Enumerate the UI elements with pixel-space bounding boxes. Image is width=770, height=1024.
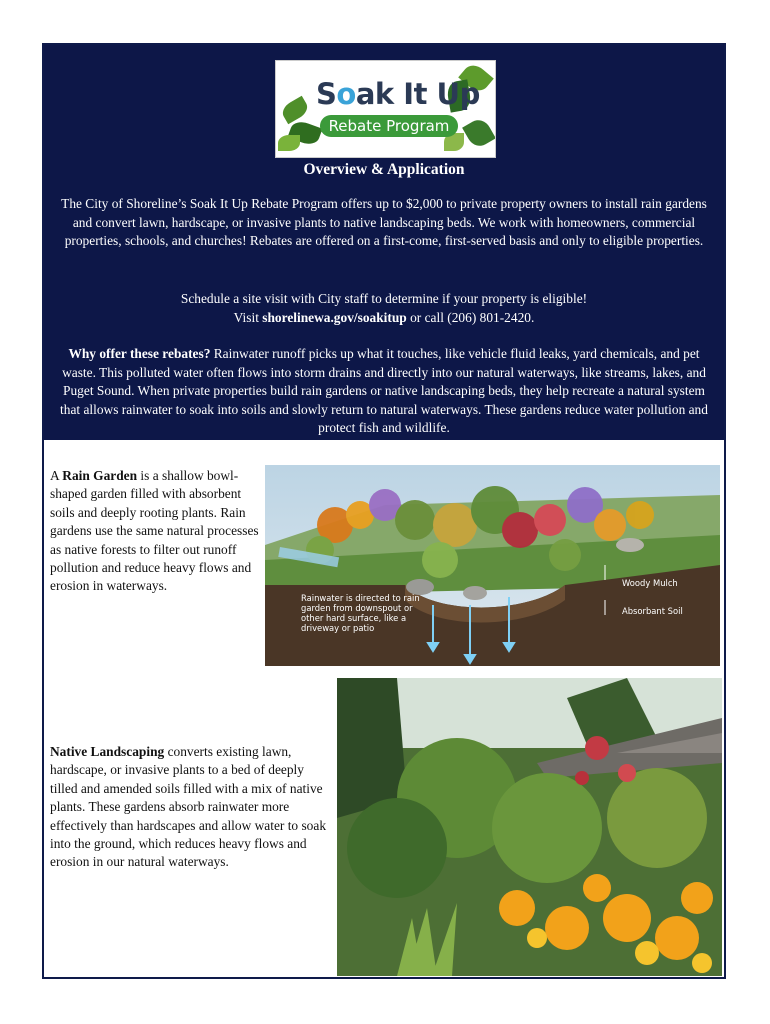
leaf-icon	[278, 135, 300, 151]
absorbant-soil-label: Absorbant Soil	[622, 606, 683, 616]
schedule-text: Schedule a site visit with City staff to determine if your property is eligible!	[180, 291, 588, 306]
page-heading: Overview & Application	[303, 161, 465, 178]
native-landscaping-photo	[337, 678, 722, 976]
leaf-icon	[279, 96, 311, 125]
logo-subtitle: Rebate Program	[320, 115, 458, 137]
directed-label: Rainwater is directed to rain garden from downspout or other hard surface, like a driveway or patio	[301, 593, 420, 633]
why-paragraph: Why offer these rebates? Rainwater runoff picks up what it touches, like vehicle fluid leaks, yard chemicals, and pet waste. This polluted water often flows into storm drains and directly into our natural waterways, like streams, lakes, and Puget Sound. When private properties build rain gardens or native landscaping beds, they help recreate a natural system that allows rainwater to soak into soils and slowly return to natural waterways. These gardens reduce water pollution and protect fish and wildlife.	[60, 346, 708, 435]
leaf-icon	[462, 116, 496, 151]
website-link[interactable]: shorelinewa.gov/soakitup	[262, 309, 407, 325]
native-landscaping-description: Native Landscaping converts existing lawn, hardscape, or invasive plants to a bed of deeply tilled and amended soils filled with a mix of native plants. These gardens absorb rainwater more effectively than hardscapes and allow water to soak into the ground, which reduces heavy flows and erosion in our natural waterways.	[50, 744, 327, 870]
soak-it-up-logo	[275, 60, 496, 158]
intro-paragraph: The City of Shoreline’s Soak It Up Rebate Program offers up to $2,000 to private property owners to install rain gardens and convert lawn, hardscape, or invasive plants to native landscaping beds. We work with homeowners, commercial properties, schools, and churches! Rebates are offered on a first-come, first-served basis and only to eligible properties.	[61, 196, 707, 248]
rain-garden-diagram	[265, 465, 720, 666]
logo-title: Soak It Up	[316, 77, 480, 111]
schedule-paragraph	[54, 290, 714, 327]
rain-garden-description: A Rain Garden is a shallow bowl-shaped garden filled with absorbent soils and deeply rooting plants. Rain gardens use the same natural processes as native forests to filter out runoff pollution and reduce heavy flows and erosion in waterways.	[50, 468, 259, 594]
woody-mulch-label: Woody Mulch	[622, 578, 678, 588]
visit-line: Visit shorelinewa.gov/soakitup or call (206) 801-2420.	[233, 309, 535, 325]
